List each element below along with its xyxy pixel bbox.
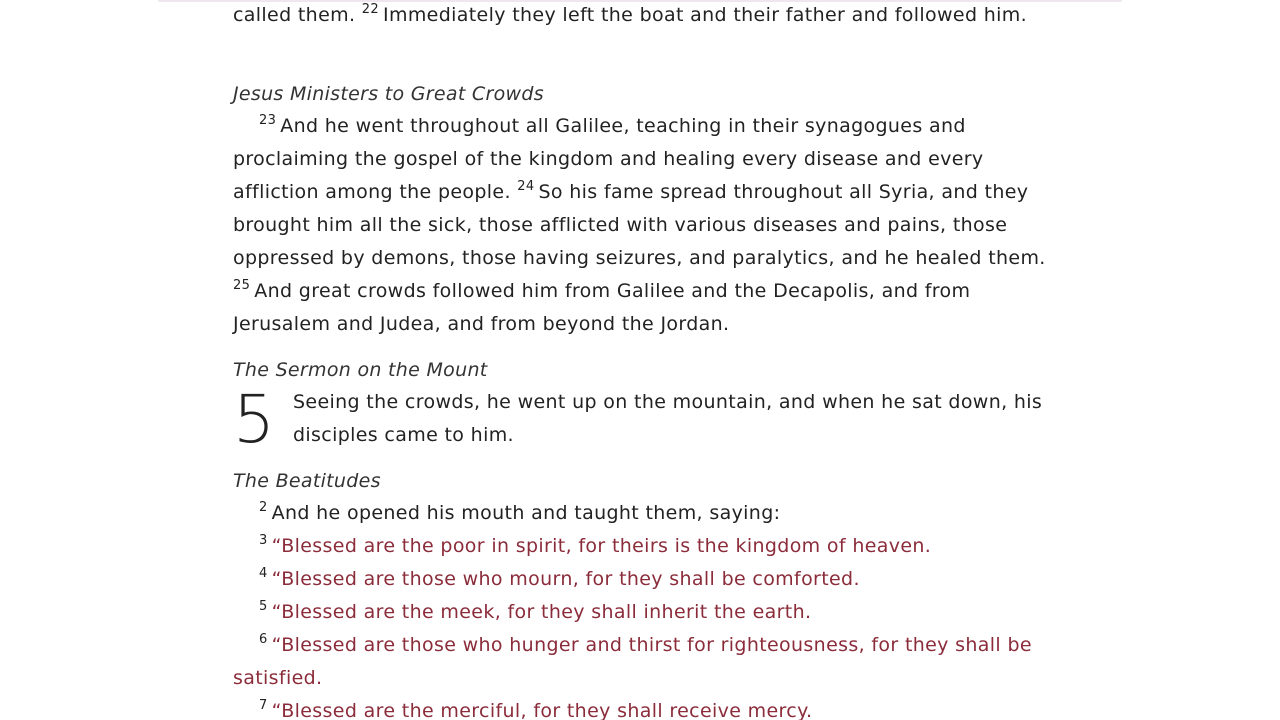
verse-24-text: So his fame spread throughout all Syria, and they brought him all the sick, those afflicted with various diseases and pains, those oppressed by demons, those having seizures, and paralytics, and he healed them. <box>233 181 1046 269</box>
section-heading-beatitudes: The Beatitudes <box>233 470 381 492</box>
verse-number-2[interactable]: 2 <box>259 500 268 515</box>
paragraph-verses-23-25 <box>233 110 1073 341</box>
verse-3-text: “Blessed are the poor in spirit, for theirs is the kingdom of heaven. <box>271 535 932 557</box>
verse-25-text: And great crowds followed him from Galilee and the Decapolis, and from Jerusalem and Judea, and from beyond the Jordan. <box>233 280 971 335</box>
verse-number-3[interactable]: 3 <box>259 533 268 548</box>
verse-line-4 <box>233 563 1073 596</box>
beatitudes-lines <box>233 497 1073 720</box>
verse-6-text: “Blessed are those who hunger and thirst for righteousness, for they shall be satisfied. <box>233 634 1032 689</box>
chapter-number[interactable]: 5 <box>233 381 276 458</box>
verse-line-3 <box>233 530 1073 563</box>
verse-line-7 <box>233 695 1073 720</box>
verse-line-2 <box>233 497 1073 530</box>
verse-number-25[interactable]: 25 <box>233 278 251 293</box>
verse-number-4[interactable]: 4 <box>259 566 268 581</box>
verse-number-24[interactable]: 24 <box>517 179 535 194</box>
verse-22-text: Immediately they left the boat and their father and followed him. <box>383 4 1028 26</box>
section-heading-sermon: The Sermon on the Mount <box>233 359 488 381</box>
text-segment: called them. <box>233 4 356 26</box>
verse-number-7[interactable]: 7 <box>259 698 268 713</box>
chapter-5-opening <box>233 381 1073 458</box>
verse-4-text: “Blessed are those who mourn, for they shall be comforted. <box>271 568 860 590</box>
verse-7-text: “Blessed are the merciful, for they shall receive mercy. <box>271 700 813 720</box>
verse-number-5[interactable]: 5 <box>259 599 268 614</box>
section-heading-crowds: Jesus Ministers to Great Crowds <box>233 83 544 105</box>
verse-2-text: And he opened his mouth and taught them, saying: <box>271 502 781 524</box>
verse-number-23[interactable]: 23 <box>259 113 277 128</box>
previous-verse-text <box>233 0 1073 32</box>
verse-number-22[interactable]: 22 <box>361 2 380 17</box>
verse-line-6 <box>233 629 1073 695</box>
verse-line-5 <box>233 596 1073 629</box>
verse-23-text: And he went throughout all Galilee, teaching in their synagogues and proclaiming the gospel of the kingdom and healing every disease and every affliction among the people. <box>233 115 984 203</box>
verse-number-6[interactable]: 6 <box>259 632 268 647</box>
chapter-5-verse-1-text: Seeing the crowds, he went up on the mountain, and when he sat down, his disciples came to him. <box>293 391 1043 446</box>
verse-5-text: “Blessed are the meek, for they shall inherit the earth. <box>271 601 812 623</box>
